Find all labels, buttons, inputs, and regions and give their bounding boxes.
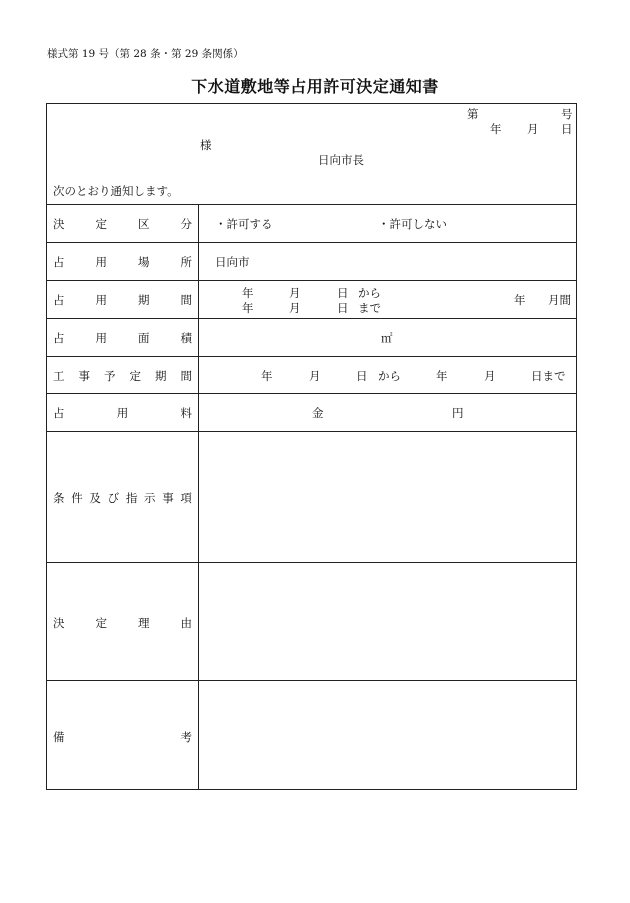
issuer: 日向市長 [318,153,364,167]
label-construction-period: 工 事 予 定 期 間 [53,369,192,383]
label-occupancy-place: 占 用 場 所 [53,255,192,269]
period-to-day: 日 [337,301,349,315]
construction-to-year: 年 [436,369,448,383]
form-table [46,103,577,790]
notice-text: 次のとおり通知します。 [53,184,179,198]
label-conditions-instructions: 条 件 及 び 指 示 事 項 [53,491,192,505]
option-deny: ・許可しない [378,217,447,231]
period-to-made: まで [358,301,381,315]
construction-to-day-made: 日まで [531,369,566,383]
construction-from-year: 年 [261,369,273,383]
date-year: 年 [490,122,502,136]
period-to-year: 年 [242,301,254,315]
label-remarks: 備 考 [53,730,192,744]
period-from-kara: から [358,286,381,300]
period-from-day: 日 [337,286,349,300]
label-occupancy-area: 占 用 面 積 [53,331,192,345]
label-decision-reason: 決 定 理 由 [53,616,192,630]
period-duration-year: 年 [514,293,526,307]
area-unit: ㎡ [381,331,393,345]
period-to-month: 月 [289,301,301,315]
label-decision-category: 決 定 区 分 [53,217,192,231]
period-from-month: 月 [289,286,301,300]
construction-from-day: 日 [356,369,368,383]
number-go: 号 [561,107,573,121]
period-duration-month: 月間 [548,293,571,307]
construction-from-month: 月 [309,369,321,383]
fee-kin: 金 [312,406,324,420]
option-permit: ・許可する [215,217,273,231]
period-from-year: 年 [242,286,254,300]
label-occupancy-fee: 占 用 料 [53,406,192,420]
place-value: 日向市 [215,255,250,269]
construction-to-month: 月 [484,369,496,383]
label-occupancy-period: 占 用 期 間 [53,293,192,307]
form-number: 様式第 19 号（第 28 条・第 29 条関係） [47,48,244,60]
fee-yen: 円 [452,406,464,420]
number-dai: 第 [467,107,479,121]
construction-kara: から [378,369,401,383]
date-month: 月 [527,122,539,136]
date-day: 日 [561,122,573,136]
document-title: 下水道敷地等占用許可決定通知書 [191,77,439,96]
recipient-sama: 様 [200,138,212,152]
